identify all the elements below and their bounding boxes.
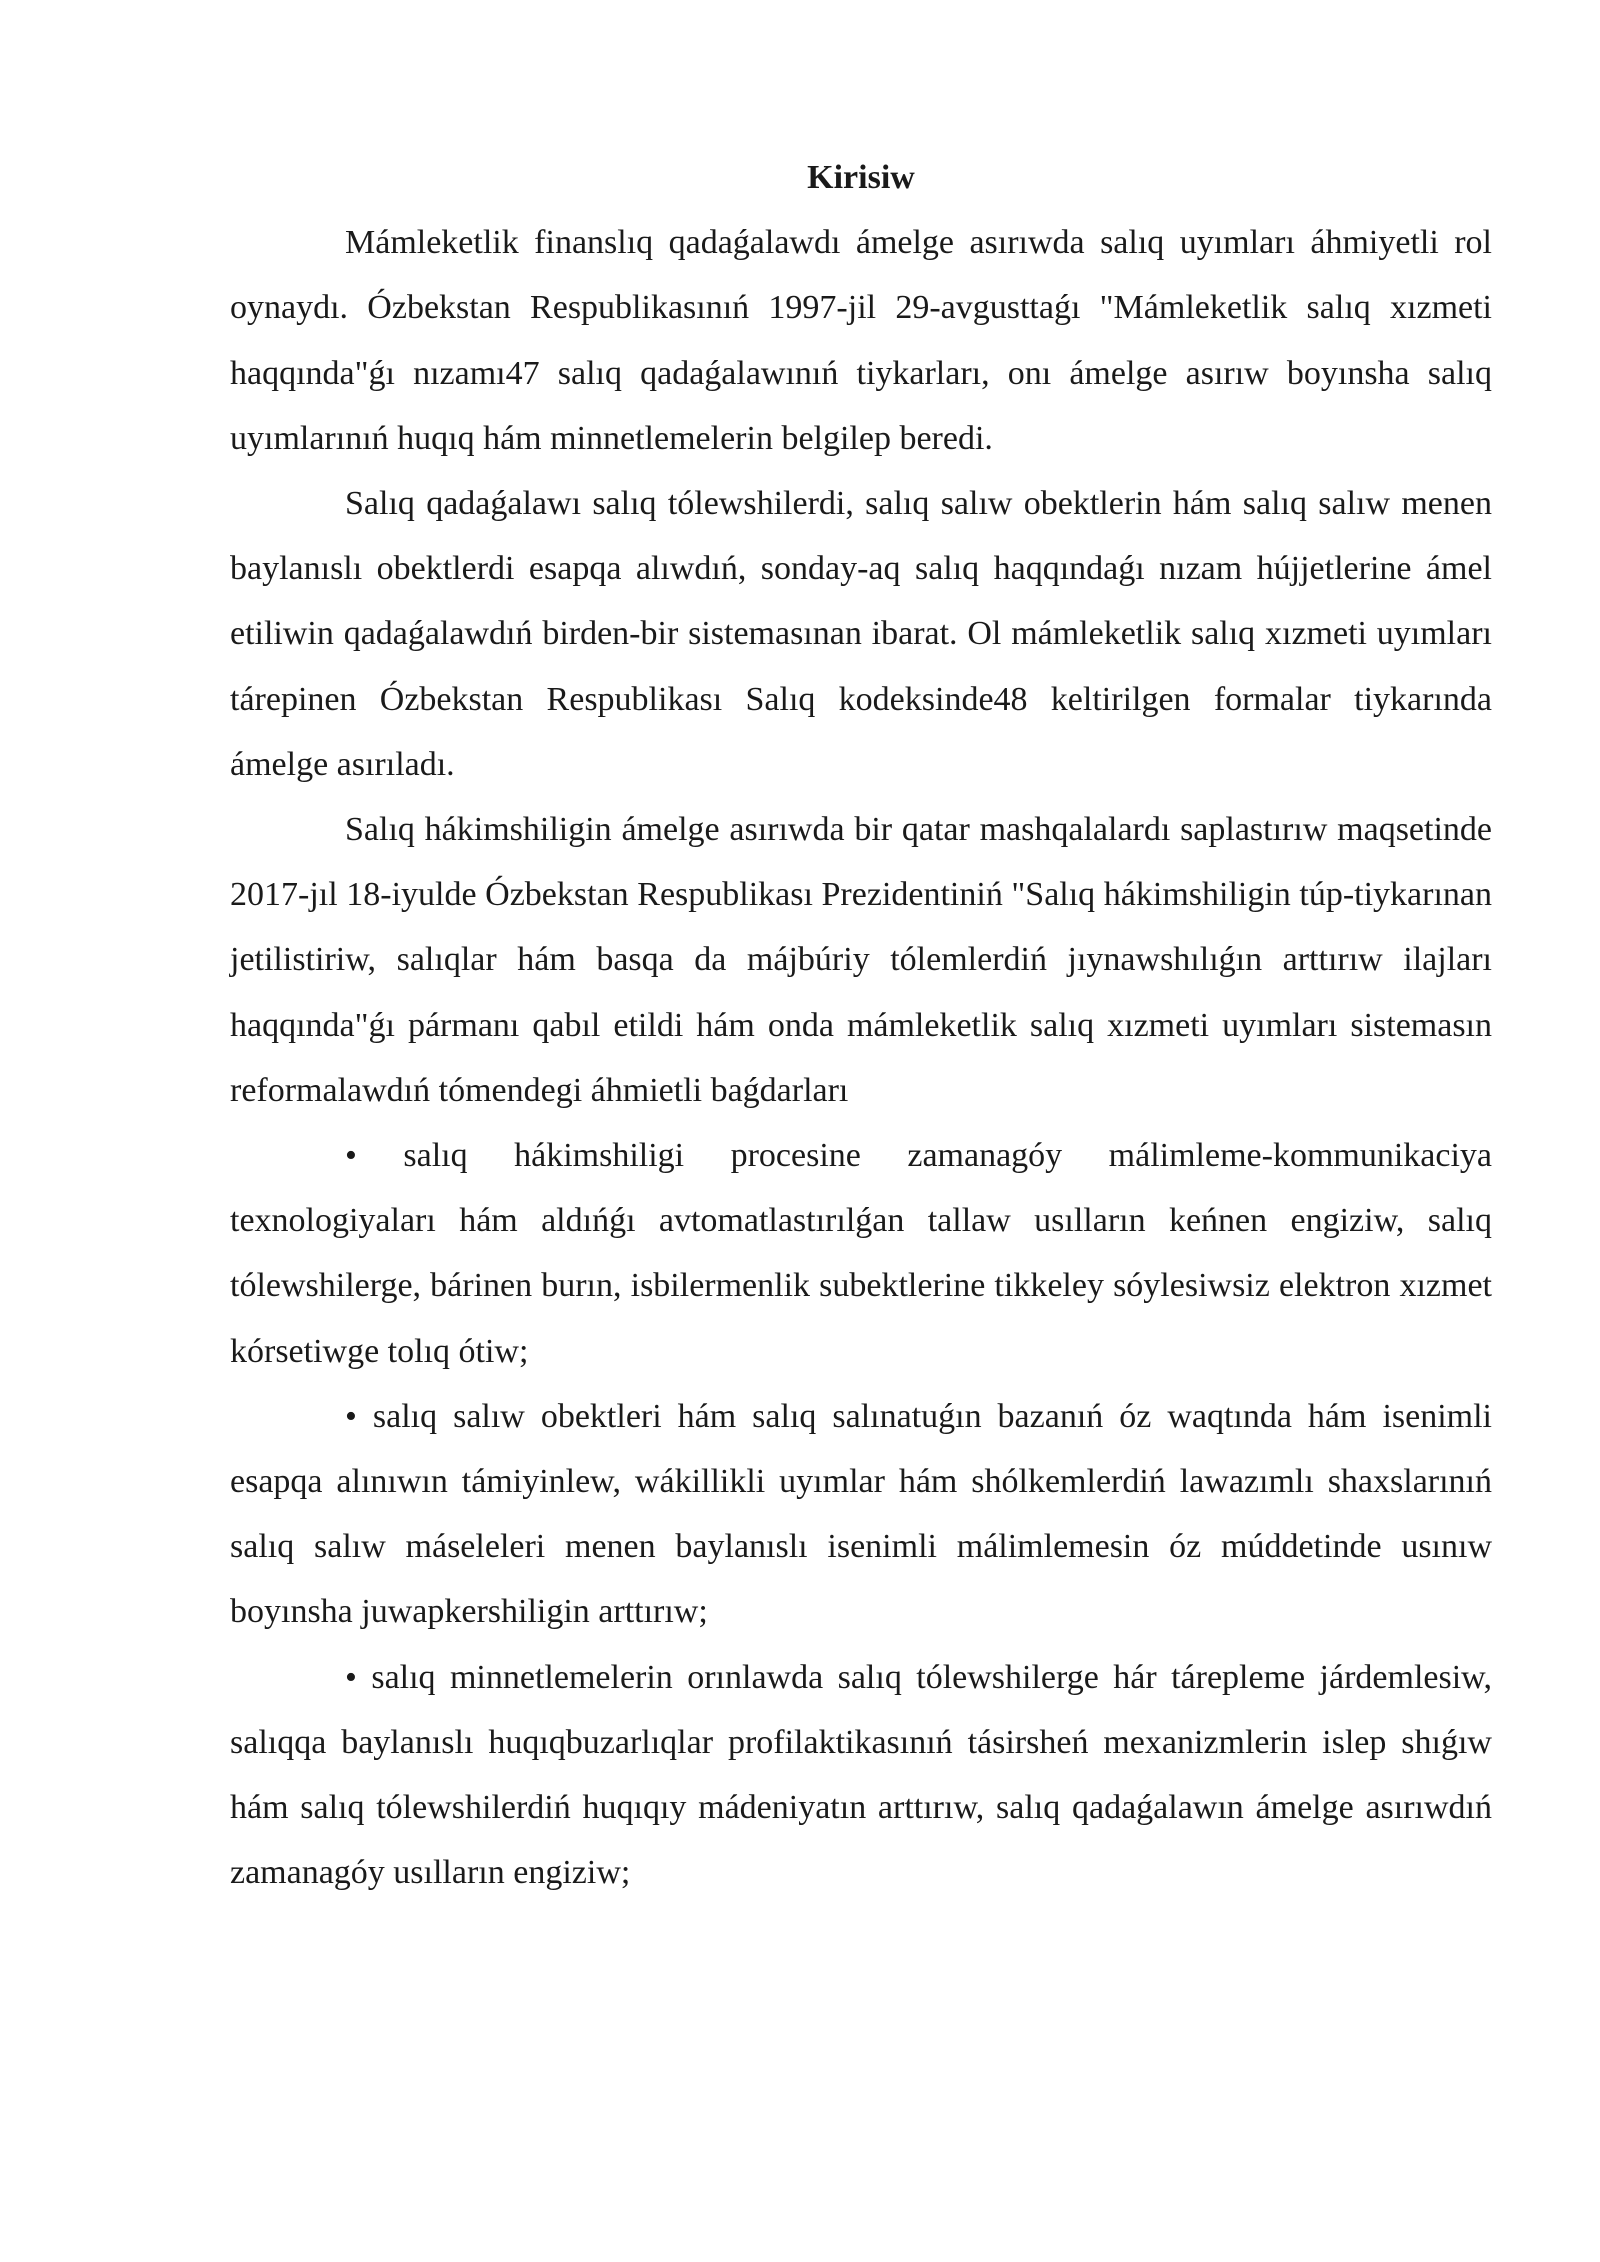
bullet-text: salıq minnetlemelerin orınlawda salıq tólewshilerge hár tárepleme járdemlesiw, salıqqa baylanıslı huqıqbuzarlıqlar profilaktikasınıń tásirsheń mexanizmlerin islep shıǵıw hám salıq tólewshilerdiń huqıqıy mádeniyatın arttırıw, salıq qadaǵalawın ámelge asırıwdıń zamanagóy usılların engiziw; <box>230 1658 1492 1892</box>
paragraph-tax-control: Salıq qadaǵalawı salıq tólewshilerdi, salıq salıw obektlerin hám salıq salıw menen baylanıslı obektlerdi esapqa alıwdıń, sonday-aq salıq haqqındaǵı nızam hújjetlerine ámel etiliwin qadaǵalawdıń birden-bir sistemasınan ibarat. Ol mámleketlik salıq xızmeti uyımları tárepinen Ózbekstan Respublikası Salıq kodeksinde48 keltirilgen formalar tiykarında ámelge asırıladı. <box>230 485 1492 783</box>
bullet-item <box>230 1123 1492 1384</box>
document-body <box>230 145 1492 1905</box>
bullet-text: salıq salıw obektleri hám salıq salınatuǵın bazanıń óz waqtında hám isenimli esapqa alınıwın támiyinlew, wákillikli uyımlar hám shólkemlerdiń lawazımlı shaxslarınıń salıq salıw máseleleri menen baylanıslı isenimli málimlemesin óz múddetinde usınıw boyınsha juwapkershiligin arttırıw; <box>230 1397 1492 1631</box>
bullet-marker: • <box>345 1658 357 1696</box>
bullet-item <box>230 1645 1492 1906</box>
bullet-marker: • <box>345 1137 357 1175</box>
bullet-marker: • <box>345 1397 357 1435</box>
bullet-item <box>230 1384 1492 1645</box>
paragraph-intro: Mámleketlik finanslıq qadaǵalawdı ámelge asırıwda salıq uyımları áhmiyetli rol oynaydı. Ózbekstan Respublikasınıń 1997-jil 29-avgusttaǵı "Mámleketlik salıq xızmeti haqqında"ǵı nızamı47 salıq qadaǵalawınıń tiykarları, onı ámelge asırıw boyınsha salıq uyımlarınıń huqıq hám minnetlemelerin belgilep beredi. <box>230 224 1492 457</box>
paragraph-tax-administration: Salıq hákimshiligin ámelge asırıwda bir qatar mashqalalardı saplastırıw maqsetinde 2017-jıl 18-iyulde Ózbekstan Respublikası Prezidentiniń "Salıq hákimshiligin túp-tiykarınan jetilistiriw, salıqlar hám basqa da májbúriy tólemlerdiń jıynawshılıǵın arttırıw ilajları haqqında"ǵı pármanı qabıl etildi hám onda mámleketlik salıq xızmeti uyımları sistemasın reformalawdıń tómendegi áhmietli baǵdarları <box>230 811 1492 1109</box>
document-title: Kirisiw <box>807 159 915 196</box>
bullet-text: salıq hákimshiligi procesine zamanagóy málimleme-kommunikaciya texnologiyaları hám aldıńǵı avtomatlastırılǵan tallaw usılların keńnen engiziw, salıq tólewshilerge, bárinen burın, isbilermenlik subektlerine tikkeley sóylesiwsiz elektron xızmet kórsetiwge tolıq ótiw; <box>230 1137 1492 1370</box>
